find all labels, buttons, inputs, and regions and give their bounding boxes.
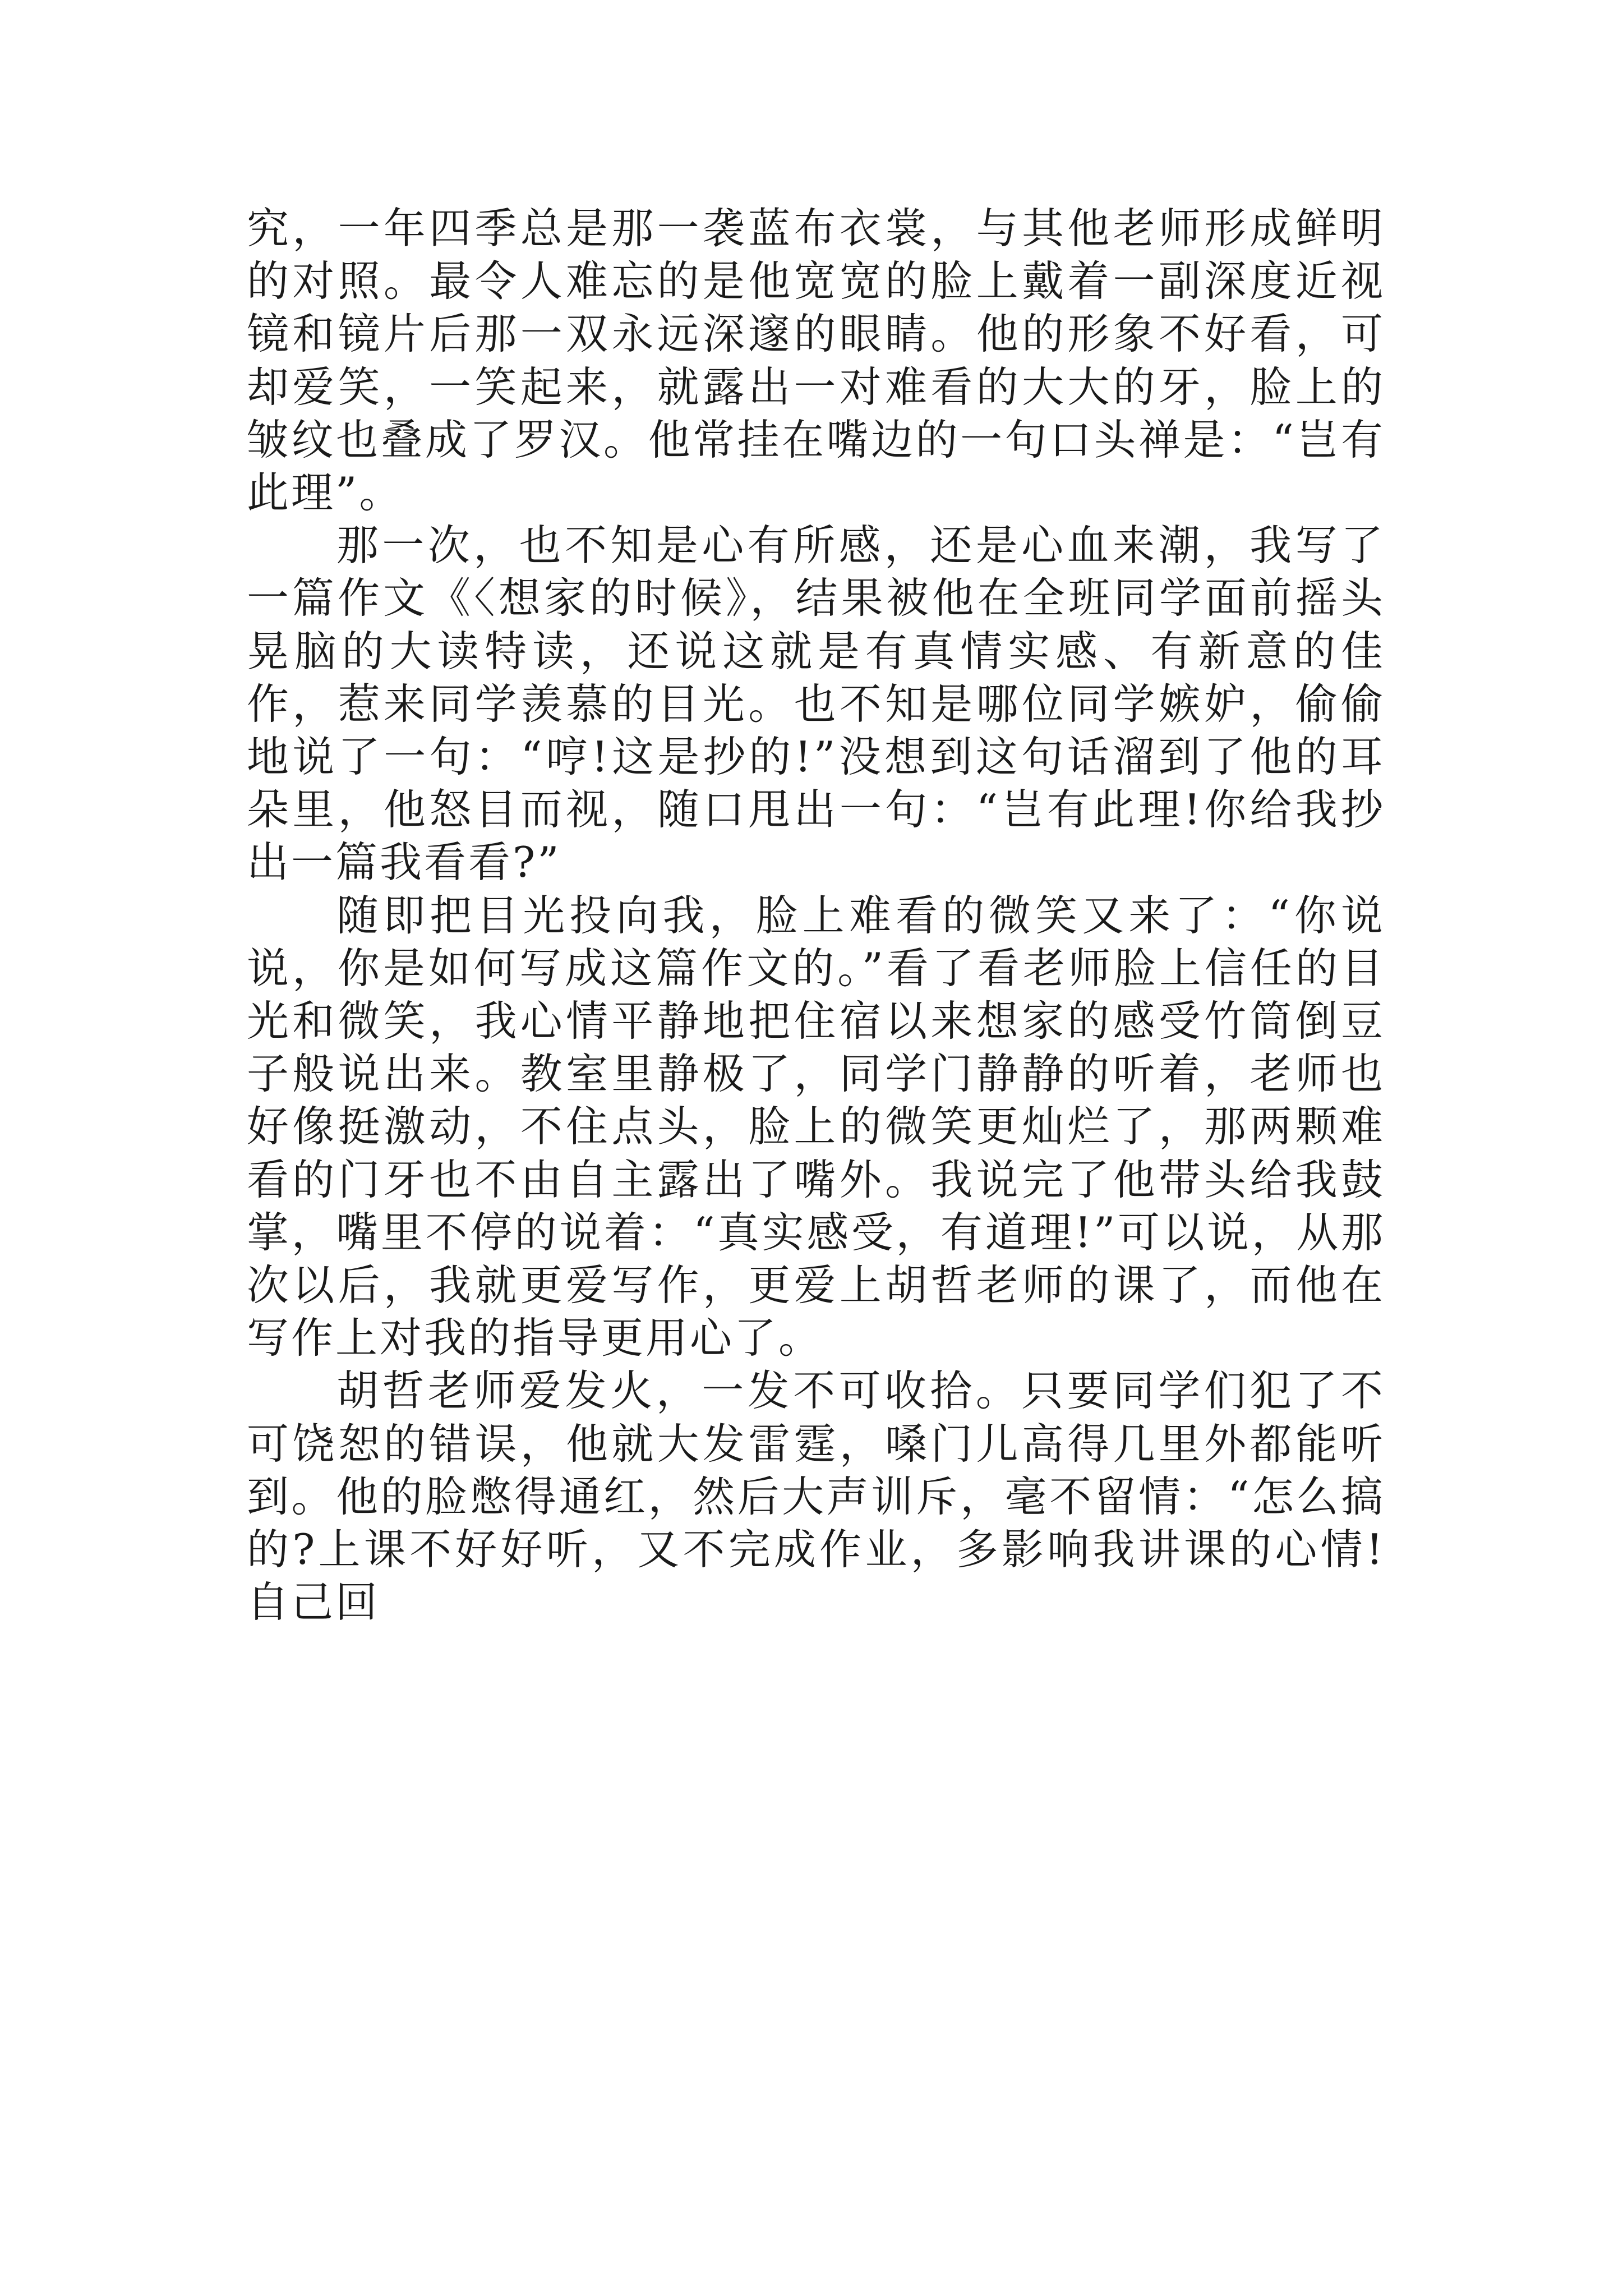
paragraph-1: 究，一年四季总是那一袭蓝布衣裳，与其他老师形成鲜明的对照。最令人难忘的是他宽宽的脸上戴着一副深度近视镜和镜片后那一双永远深邃的眼睛。他的形象不好看，可却爱笑，一笑起来，就露出一对难看的大大的牙，脸上的皱纹也叠成了罗汉。他常挂在嘴边的一句口头禅是：“岂有此理”。: [247, 204, 1385, 518]
document-body: [247, 202, 1385, 1628]
paragraph-2: 那一次，也不知是心有所感，还是心血来潮，我写了一篇作文《〈想家的时候》，结果被他在全班同学面前摇头晃脑的大读特读，还说这就是有真情实感、有新意的佳作，惹来同学羡慕的目光。也不知是哪位同学嫉妒，偷偷地说了一句：“哼!这是抄的!”没想到这句话溜到了他的耳朵里，他怒目而视，随口甩出一句：“岂有此理!你给我抄出一篇我看看?”: [247, 521, 1385, 887]
paragraph-3: 随即把目光投向我，脸上难看的微笑又来了：“你说说，你是如何写成这篇作文的。”看了看老师脸上信任的目光和微笑，我心情平静地把住宿以来想家的感受竹筒倒豆子般说出来。教室里静极了，同学门静静的听着，老师也好像挺激动，不住点头，脸上的微笑更灿烂了，那两颗难看的门牙也不由自主露出了嘴外。我说完了他带头给我鼓掌，嘴里不停的说着：“真实感受，有道理!”可以说，从那次以后，我就更爱写作，更爱上胡哲老师的课了，而他在写作上对我的指导更用心了。: [247, 890, 1385, 1363]
paragraph-4: 胡哲老师爱发火，一发不可收拾。只要同学们犯了不可饶恕的错误，他就大发雷霆，嗓门儿高得几里外都能听到。他的脸憋得通红，然后大声训斥，毫不留情：“怎么搞的?上课不好好听，又不完成作业，多影响我讲课的心情!自己回: [247, 1366, 1385, 1627]
